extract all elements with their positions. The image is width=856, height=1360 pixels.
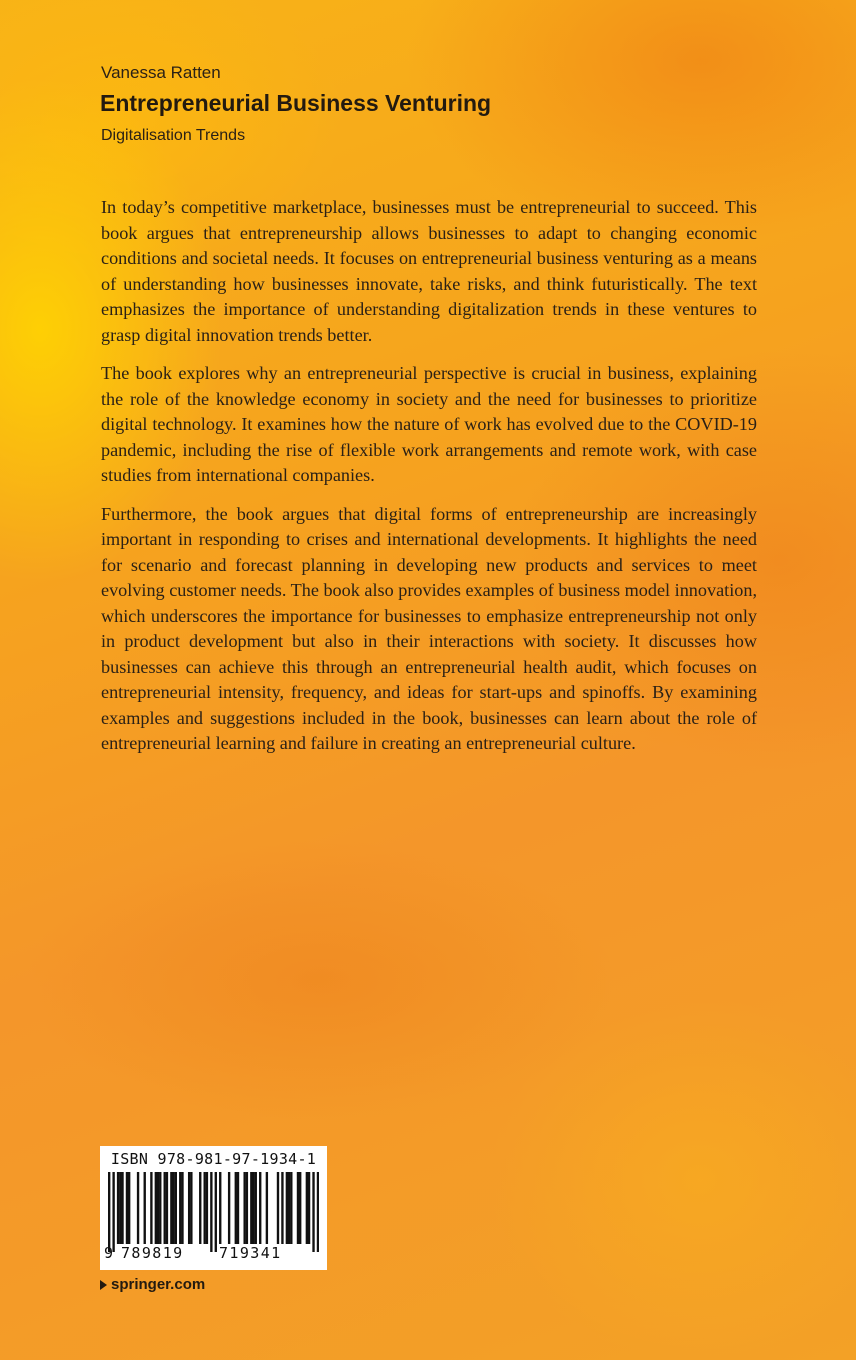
barcode-bar xyxy=(170,1172,172,1244)
barcode-bar xyxy=(228,1172,230,1244)
barcode-bar xyxy=(166,1172,168,1244)
blurb-paragraph: In today’s competitive marketplace, businesses must be entrepreneurial to succeed. This book argues that entrepreneurship allows businesses to adapt to changing economic conditions and societal needs. It focuses on entrepreneurial business venturing as a means of understanding how businesses innovate, take risks, and think futuristically. The text emphasizes the importance of understanding digitalization trends in these ventures to grasp digital innovation trends better. xyxy=(101,197,757,345)
barcode-bar xyxy=(117,1172,119,1244)
barcode-bar xyxy=(250,1172,252,1244)
barcode-bar xyxy=(188,1172,190,1244)
barcode-bar xyxy=(286,1172,288,1244)
triangle-arrow-icon xyxy=(100,1280,107,1290)
barcode-bar xyxy=(144,1172,146,1244)
barcode-bar xyxy=(128,1172,130,1244)
barcode-bar xyxy=(199,1172,201,1244)
barcode-bar xyxy=(237,1172,239,1244)
barcode-bar xyxy=(206,1172,208,1244)
barcode-bar xyxy=(277,1172,279,1244)
barcode-bar xyxy=(259,1172,261,1244)
barcode-bar xyxy=(190,1172,192,1244)
barcode-bar xyxy=(288,1172,290,1244)
barcode-bar xyxy=(137,1172,139,1244)
barcode-bar xyxy=(157,1172,159,1244)
barcode-bar xyxy=(306,1172,308,1244)
barcode-bar xyxy=(175,1172,177,1244)
book-subtitle: Digitalisation Trends xyxy=(101,127,246,144)
barcode-bar xyxy=(252,1172,254,1244)
barcode-bar xyxy=(219,1172,221,1244)
barcode-bar xyxy=(210,1172,212,1252)
barcode-bar xyxy=(215,1172,217,1252)
blurb-paragraph: The book explores why an entrepreneurial perspective is crucial in business, explaining the role of the knowledge economy in society and the need for businesses to prioritize digital technology. It examines how the nature of work has evolved due to the COVID-19 pandemic, including the rise of flexible work arrangements and remote work, with case studies from international companies. xyxy=(101,363,757,485)
barcode-lead-digit: 9 xyxy=(104,1244,114,1262)
barcode-bar xyxy=(112,1172,114,1252)
barcode-bar xyxy=(164,1172,166,1244)
barcode-bar xyxy=(255,1172,257,1244)
barcode-bar xyxy=(204,1172,206,1244)
barcode-bar xyxy=(155,1172,157,1244)
barcode-bar xyxy=(119,1172,121,1244)
isbn-label: ISBN 978-981-97-1934-1 xyxy=(110,1150,317,1168)
publisher-link[interactable] xyxy=(100,1276,205,1293)
barcode-bar xyxy=(246,1172,248,1244)
barcode-bar xyxy=(159,1172,161,1244)
barcode-bar xyxy=(126,1172,128,1244)
barcode-left-digits: 789819 xyxy=(121,1244,184,1262)
barcode-bar xyxy=(172,1172,174,1244)
book-title: Entrepreneurial Business Venturing xyxy=(100,90,492,116)
barcode-bar xyxy=(299,1172,301,1244)
barcode-bar xyxy=(179,1172,181,1244)
publisher-site: springer.com xyxy=(111,1276,206,1293)
barcode-bar xyxy=(243,1172,245,1244)
barcode-bar xyxy=(290,1172,292,1244)
barcode-bar xyxy=(150,1172,152,1244)
barcode-bar xyxy=(297,1172,299,1244)
barcode-bar xyxy=(266,1172,268,1244)
barcode-bar xyxy=(281,1172,283,1244)
isbn-barcode xyxy=(100,1146,327,1270)
barcode-bar xyxy=(308,1172,310,1244)
barcode-bar xyxy=(108,1172,110,1252)
barcode-bar xyxy=(181,1172,183,1244)
barcode-bar xyxy=(121,1172,123,1244)
barcode-right-digits: 719341 xyxy=(219,1244,282,1262)
barcode-bar xyxy=(312,1172,314,1252)
blurb-paragraph: Furthermore, the book argues that digital forms of entrepreneurship are increasingly important in responding to crises and international developments. It highlights the need for scenario and forecast planning in developing new products and services to meet evolving customer needs. The book also provides examples of business model innovation, which underscores the importance for businesses to emphasize entrepreneurship not only in product development but also in their interactions with society. It discusses how businesses can achieve this through an entrepreneurial health audit, which focuses on entrepreneurial intensity, frequency, and ideas for start-ups and spinoffs. By examining examples and suggestions included in the book, businesses can learn about the role of entrepreneurial learning and failure in creating an entrepreneurial culture. xyxy=(101,503,757,753)
barcode-bar xyxy=(317,1172,319,1252)
barcode-bar xyxy=(235,1172,237,1244)
author-name: Vanessa Ratten xyxy=(101,63,221,82)
blurb xyxy=(101,195,757,770)
